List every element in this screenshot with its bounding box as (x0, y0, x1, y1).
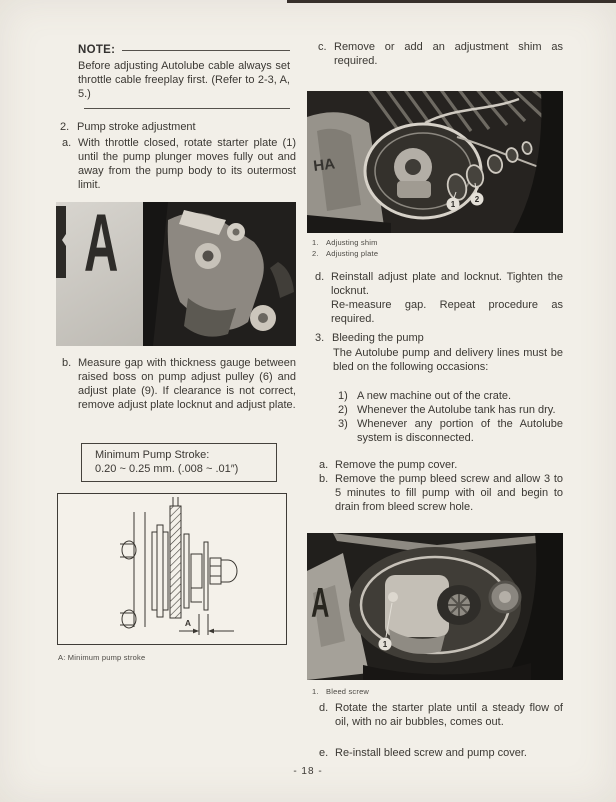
casting-letter-a: A (84, 202, 119, 290)
casting-letter-a-photo3: A (311, 580, 330, 627)
step-a-right-label: a. (319, 459, 329, 471)
step-d2-right (319, 701, 563, 729)
step-b-text: Measure gap with thickness gauge between raised boss on pump adjust pulley (6) and adjust plate (9). If clearance is not correct, remove adjust plate locknut and adjust plate. (78, 357, 296, 411)
step-d-right (315, 270, 563, 326)
spec-line-1: Minimum Pump Stroke: (95, 449, 210, 461)
photo-adjusting-shim-plate (307, 91, 563, 233)
photo2-callout-1: 1 (450, 200, 456, 209)
occasion-2-text: Whenever the Autolube tank has run dry. (357, 404, 556, 416)
section-3-heading (315, 331, 563, 345)
step-d2-label: d. (319, 702, 329, 714)
section-3-title: Bleeding the pump (332, 332, 424, 344)
occasion-2-number: 2) (338, 404, 348, 416)
occasion-item-2 (338, 403, 563, 417)
step-b-right (319, 472, 563, 514)
step-d-text-1: Reinstall adjust plate and locknut. Tighten the locknut. (331, 271, 563, 297)
step-a-right (319, 458, 563, 472)
photo-pump-closeup-image (56, 202, 296, 346)
step-b-right-text: Remove the pump bleed screw and allow 3 to 5 minutes to fill pump with oil and begin to drain from bleed screw hole. (335, 473, 563, 513)
step-e-right (319, 746, 563, 760)
step-e-text: Re-install bleed screw and pump cover. (335, 747, 527, 759)
occasion-item-3 (338, 417, 563, 445)
photo3-caption-text: Bleed screw (326, 687, 370, 696)
note-text: Before adjusting Autolube cable always set throttle cable freeplay first. (Refer to 2-3, A, 5.) (78, 60, 290, 100)
photo2-caption-2-number: 2. (312, 249, 319, 258)
step-a-text: With throttle closed, rotate starter plate (1) until the pump plunger moves fully out and away from the pump body to its outermost limit. (78, 137, 296, 191)
photo2-caption-1-number: 1. (312, 238, 319, 247)
photo2-caption-1 (312, 237, 378, 248)
photo3-caption (312, 686, 369, 697)
photo2-caption-2 (312, 248, 378, 259)
step-c-label: c. (318, 41, 327, 53)
photo-bleed-screw (307, 533, 563, 680)
step-c-right (318, 40, 563, 68)
note-header (78, 44, 290, 56)
step-a-left (62, 136, 296, 192)
photo-adjusting-shim-plate-image (307, 91, 563, 233)
section-2-number: 2. (60, 121, 70, 133)
step-d-text-2: Re-measure gap. Repeat procedure as required. (331, 299, 563, 325)
diagram-minimum-pump-stroke (57, 493, 287, 645)
bleeding-occasions-list (338, 389, 563, 445)
occasion-3-number: 3) (338, 418, 348, 430)
step-b-left (62, 356, 296, 412)
step-c-text: Remove or add an adjustment shim as required. (334, 41, 563, 67)
step-a-label: a. (62, 137, 72, 149)
photo2-callout-2: 2 (474, 195, 480, 204)
section-2-title: Pump stroke adjustment (77, 121, 196, 133)
note-block (78, 44, 290, 109)
photo2-captions (312, 237, 378, 259)
spec-line-2: 0.20 ~ 0.25 mm. (.008 ~ .01″) (95, 463, 239, 475)
section-3-intro: The Autolube pump and delivery lines must be bled on the following occasions: (333, 347, 563, 373)
section-2-heading (60, 120, 297, 134)
occasion-item-1 (338, 389, 563, 403)
photo2-caption-1-text: Adjusting shim (326, 238, 378, 247)
page-number: - 18 - (293, 766, 323, 777)
photo-bleed-screw-image (307, 533, 563, 680)
diagram-dimension-label: A (184, 618, 192, 628)
photo-pump-closeup (56, 202, 296, 346)
casting-letters-ha: HA (312, 155, 336, 175)
step-a-right-text: Remove the pump cover. (335, 459, 458, 471)
occasion-3-text: Whenever any portion of the Autolube system is disconnected. (357, 418, 563, 444)
pump-stroke-line-drawing (58, 494, 286, 644)
section-3-number: 3. (315, 332, 325, 344)
note-bottom-rule (84, 108, 290, 109)
scan-edge-bar (287, 0, 616, 3)
photo3-callout-1: 1 (382, 640, 388, 649)
occasion-1-number: 1) (338, 390, 348, 402)
note-rule (122, 50, 290, 51)
step-e-label: e. (319, 747, 329, 759)
note-label: NOTE: (78, 44, 116, 56)
occasion-1-text: A new machine out of the crate. (357, 390, 512, 402)
spec-box-minimum-pump-stroke (81, 443, 277, 482)
step-b-right-label: b. (319, 473, 329, 485)
step-b-label: b. (62, 357, 72, 369)
photo3-caption-number: 1. (312, 687, 319, 696)
photo2-caption-2-text: Adjusting plate (326, 249, 379, 258)
step-d-label: d. (315, 271, 325, 283)
diagram-caption: A: Minimum pump stroke (58, 653, 146, 662)
step-d2-text: Rotate the starter plate until a steady flow of oil, with no air bubbles, comes out. (335, 702, 563, 728)
step-d-body (331, 270, 563, 326)
